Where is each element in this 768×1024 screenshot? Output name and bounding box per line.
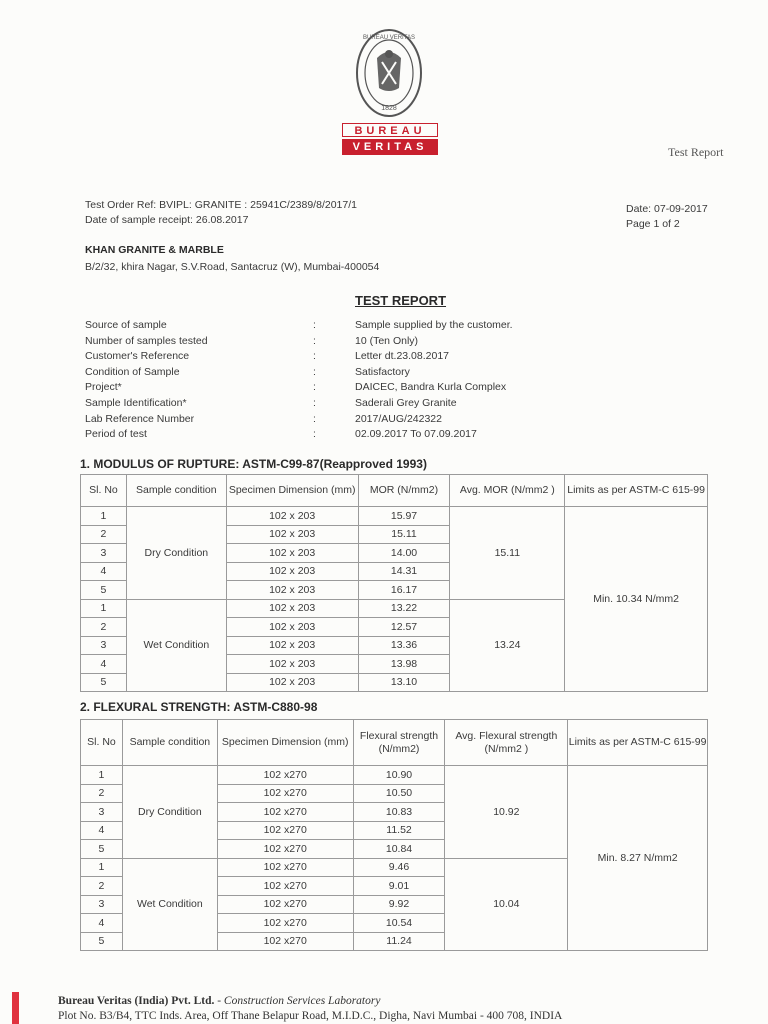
info-label: Sample Identification* — [85, 396, 187, 409]
cell-sl: 5 — [81, 932, 123, 951]
section2-title: 2. FLEXURAL STRENGTH: ASTM-C880-98 — [80, 700, 318, 714]
cell-value: 10.50 — [353, 784, 445, 803]
info-colon: : — [313, 412, 316, 425]
cell-sl: 5 — [81, 840, 123, 859]
info-colon: : — [313, 428, 316, 441]
cell-sl: 1 — [81, 507, 127, 526]
cell-value: 13.98 — [358, 655, 450, 674]
footer-accent-bar — [12, 992, 19, 1024]
table-row — [81, 766, 708, 785]
cell-condition: Wet Condition — [126, 599, 226, 692]
col-header-limits: Limits as per ASTM-C 615-99 — [568, 720, 708, 766]
cell-sl: 3 — [81, 636, 127, 655]
info-value: 10 (Ten Only) — [355, 334, 419, 347]
footer-address: Plot No. B3/B4, TTC Inds. Area, Off Thane Belapur Road, M.I.D.C., Digha, Navi Mumbai - 400 708, INDIA — [58, 1010, 563, 1022]
footer-lab: - Construction Services Laboratory — [214, 995, 381, 1007]
info-label: Period of test — [85, 428, 147, 441]
info-label: Condition of Sample — [85, 365, 180, 378]
cell-value: 13.22 — [358, 599, 450, 618]
col-header-condition: Sample condition — [122, 720, 217, 766]
info-colon: : — [313, 334, 316, 347]
info-row — [85, 334, 565, 350]
info-colon: : — [313, 350, 316, 363]
col-header-sl: Sl. No — [81, 475, 127, 507]
flexural-strength-table — [80, 719, 708, 951]
sample-info-list — [85, 318, 565, 443]
cell-dimension: 102 x270 — [217, 858, 353, 877]
cell-dimension: 102 x270 — [217, 784, 353, 803]
col-header-condition: Sample condition — [126, 475, 226, 507]
cell-dimension: 102 x 203 — [226, 636, 358, 655]
cell-condition: Dry Condition — [126, 507, 226, 600]
cell-dimension: 102 x270 — [217, 766, 353, 785]
info-value: Letter dt.23.08.2017 — [355, 350, 449, 363]
client-address: B/2/32, khira Nagar, S.V.Road, Santacruz (W), Mumbai-400054 — [85, 261, 380, 273]
cell-dimension: 102 x 203 — [226, 525, 358, 544]
cell-dimension: 102 x270 — [217, 821, 353, 840]
col-header-sl: Sl. No — [81, 720, 123, 766]
col-header-mor: MOR (N/mm2) — [358, 475, 450, 507]
cell-value: 10.90 — [353, 766, 445, 785]
info-value: 2017/AUG/242322 — [355, 412, 442, 425]
cell-average: 10.92 — [445, 766, 568, 859]
cell-limit: Min. 8.27 N/mm2 — [568, 766, 708, 951]
cell-sl: 3 — [81, 803, 123, 822]
table-row — [81, 507, 708, 526]
cell-value: 15.11 — [358, 525, 450, 544]
info-value: Satisfactory — [355, 365, 410, 378]
cell-value: 10.84 — [353, 840, 445, 859]
cell-value: 13.36 — [358, 636, 450, 655]
svg-text:BUREAU VERITAS: BUREAU VERITAS — [363, 35, 415, 41]
doc-type-label: Test Report — [668, 145, 724, 159]
cell-sl: 4 — [81, 914, 123, 933]
cell-value: 10.83 — [353, 803, 445, 822]
cell-dimension: 102 x270 — [217, 803, 353, 822]
footer-company-line — [58, 995, 380, 1007]
cell-dimension: 102 x 203 — [226, 507, 358, 526]
cell-condition: Wet Condition — [122, 858, 217, 951]
cell-dimension: 102 x 203 — [226, 618, 358, 637]
info-colon: : — [313, 381, 316, 394]
info-row — [85, 349, 565, 365]
cell-sl: 2 — [81, 525, 127, 544]
test-order-ref: Test Order Ref: BVIPL: GRANITE : 25941C/2389/8/2017/1 — [85, 199, 357, 211]
report-date: Date: 07-09-2017 — [626, 203, 708, 215]
cell-sl: 4 — [81, 655, 127, 674]
info-colon: : — [313, 396, 316, 409]
cell-dimension: 102 x270 — [217, 932, 353, 951]
cell-sl: 4 — [81, 562, 127, 581]
svg-text:1828: 1828 — [381, 105, 397, 112]
cell-dimension: 102 x 203 — [226, 562, 358, 581]
cell-sl: 4 — [81, 821, 123, 840]
info-row — [85, 380, 565, 396]
cell-sl: 1 — [81, 858, 123, 877]
info-label: Source of sample — [85, 319, 167, 331]
cell-value: 13.10 — [358, 673, 450, 692]
logo-word-bureau: BUREAU — [342, 123, 438, 137]
info-row — [85, 365, 565, 381]
info-row — [85, 396, 565, 412]
info-label: Customer's Reference — [85, 350, 190, 363]
cell-dimension: 102 x 203 — [226, 673, 358, 692]
cell-value: 14.00 — [358, 544, 450, 563]
report-title: TEST REPORT — [355, 293, 447, 308]
cell-dimension: 102 x 203 — [226, 599, 358, 618]
cell-value: 14.31 — [358, 562, 450, 581]
cell-dimension: 102 x270 — [217, 877, 353, 896]
info-colon: : — [313, 319, 316, 331]
cell-dimension: 102 x270 — [217, 914, 353, 933]
cell-value: 10.54 — [353, 914, 445, 933]
cell-condition: Dry Condition — [122, 766, 217, 859]
cell-sl: 3 — [81, 895, 123, 914]
cell-value: 15.97 — [358, 507, 450, 526]
section1-title: 1. MODULUS OF RUPTURE: ASTM-C99-87(Reapproved 1993) — [80, 457, 427, 471]
cell-value: 16.17 — [358, 581, 450, 600]
cell-dimension: 102 x270 — [217, 895, 353, 914]
col-header-flexural: Flexural strength (N/mm2) — [353, 720, 445, 766]
cell-sl: 5 — [81, 581, 127, 600]
cell-dimension: 102 x 203 — [226, 544, 358, 563]
info-label: Number of samples tested — [85, 334, 208, 347]
info-value: DAICEC, Bandra Kurla Complex — [355, 381, 507, 394]
cell-value: 9.01 — [353, 877, 445, 896]
bureau-veritas-seal-logo — [355, 28, 423, 118]
info-row — [85, 427, 565, 443]
col-header-dimension: Specimen Dimension (mm) — [217, 720, 353, 766]
sample-receipt-date: Date of sample receipt: 26.08.2017 — [85, 214, 249, 226]
cell-dimension: 102 x270 — [217, 840, 353, 859]
cell-sl: 1 — [81, 766, 123, 785]
cell-value: 9.46 — [353, 858, 445, 877]
cell-sl: 2 — [81, 877, 123, 896]
col-header-limits: Limits as per ASTM-C 615-99 — [565, 475, 708, 507]
info-colon: : — [313, 365, 316, 378]
cell-sl: 2 — [81, 784, 123, 803]
info-value: Sample supplied by the customer. — [355, 319, 513, 331]
cell-value: 11.24 — [353, 932, 445, 951]
cell-value: 11.52 — [353, 821, 445, 840]
logo-word-veritas: VERITAS — [342, 139, 438, 155]
col-header-avg-flexural: Avg. Flexural strength (N/mm2 ) — [445, 720, 568, 766]
cell-dimension: 102 x 203 — [226, 655, 358, 674]
cell-sl: 5 — [81, 673, 127, 692]
info-label: Project* — [85, 381, 122, 394]
cell-value: 12.57 — [358, 618, 450, 637]
cell-limit: Min. 10.34 N/mm2 — [565, 507, 708, 692]
cell-sl: 3 — [81, 544, 127, 563]
col-header-avg-mor: Avg. MOR (N/mm2 ) — [450, 475, 565, 507]
page-number: Page 1 of 2 — [626, 218, 680, 230]
cell-dimension: 102 x 203 — [226, 581, 358, 600]
col-header-dimension: Specimen Dimension (mm) — [226, 475, 358, 507]
cell-average: 15.11 — [450, 507, 565, 600]
footer-company: Bureau Veritas (India) Pvt. Ltd. — [58, 995, 215, 1007]
info-value: Saderali Grey Granite — [355, 396, 457, 409]
info-row — [85, 412, 565, 428]
info-label: Lab Reference Number — [85, 412, 195, 425]
cell-average: 13.24 — [450, 599, 565, 692]
cell-average: 10.04 — [445, 858, 568, 951]
info-value: 02.09.2017 To 07.09.2017 — [355, 428, 477, 441]
info-row — [85, 318, 565, 334]
cell-sl: 1 — [81, 599, 127, 618]
cell-value: 9.92 — [353, 895, 445, 914]
client-name: KHAN GRANITE & MARBLE — [85, 244, 224, 256]
modulus-of-rupture-table — [80, 474, 708, 692]
cell-sl: 2 — [81, 618, 127, 637]
